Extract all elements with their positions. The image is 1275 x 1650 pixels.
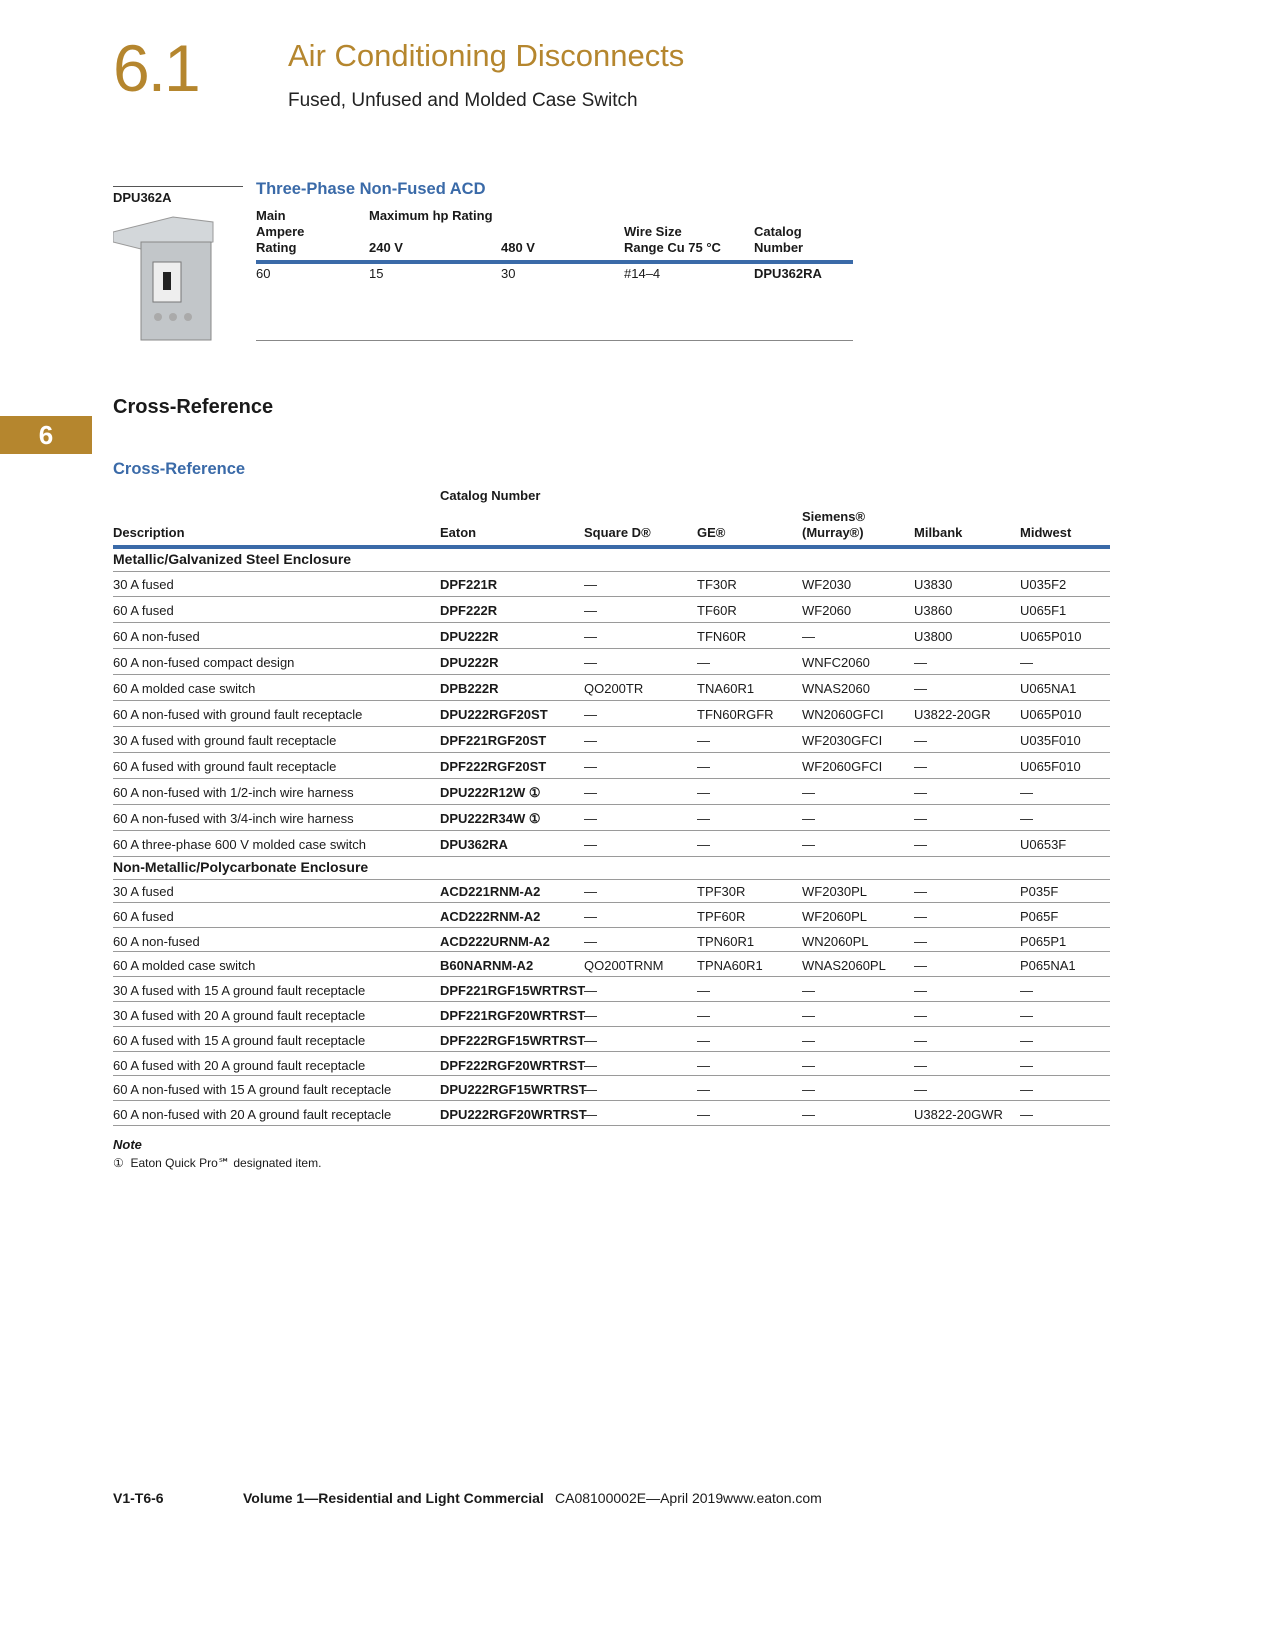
section-header bbox=[113, 551, 1110, 572]
cell-eaton: DPF221R bbox=[440, 577, 498, 592]
cell-square-d: — bbox=[584, 1107, 597, 1123]
table-row bbox=[113, 934, 1110, 953]
chapter-tab: 6 bbox=[0, 416, 92, 454]
section-title: Metallic/Galvanized Steel Enclosure bbox=[113, 551, 352, 567]
cell-square-d: — bbox=[584, 707, 597, 722]
header-max-hp: Maximum hp Rating bbox=[369, 208, 493, 223]
cell-square-d: — bbox=[584, 603, 597, 618]
header-ampere: Ampere bbox=[256, 224, 305, 239]
table-row bbox=[113, 1082, 1110, 1101]
table-row bbox=[113, 759, 1110, 779]
cell-midwest: U065F1 bbox=[1020, 603, 1067, 618]
cell-description: 60 A three-phase 600 V molded case switch bbox=[113, 837, 366, 852]
cell-milbank: — bbox=[914, 811, 927, 826]
cell-square-d: — bbox=[584, 933, 597, 949]
table-row bbox=[113, 1033, 1110, 1052]
cell-square-d: — bbox=[584, 837, 597, 852]
header-rule bbox=[256, 260, 853, 264]
cell-eaton: DPU222RGF20ST bbox=[440, 707, 548, 722]
cell-milbank: — bbox=[914, 1082, 927, 1098]
table-row bbox=[113, 577, 1110, 597]
cell-siemens: WF2030 bbox=[802, 577, 852, 592]
cell-eaton: DPU222R34W ① bbox=[440, 811, 541, 826]
cell-siemens: — bbox=[802, 1032, 815, 1048]
cell-description: 30 A fused bbox=[113, 577, 174, 592]
cell-milbank: — bbox=[914, 837, 927, 852]
cell-square-d: — bbox=[584, 908, 597, 924]
cell-milbank: U3860 bbox=[914, 603, 953, 618]
cell-ge: TNA60R1 bbox=[697, 681, 755, 696]
cell-ge: — bbox=[697, 1008, 710, 1023]
cell-milbank: — bbox=[914, 958, 927, 974]
cell-siemens: WNAS2060PL bbox=[802, 958, 886, 974]
amp-value: 60 bbox=[256, 266, 271, 281]
hp480-value: 30 bbox=[501, 266, 516, 281]
cell-midwest: — bbox=[1020, 1107, 1033, 1123]
cell-description: 60 A non-fused with 20 A ground fault receptacle bbox=[113, 1107, 392, 1123]
cell-milbank: — bbox=[914, 681, 927, 696]
header-number: Number bbox=[754, 240, 804, 255]
cell-square-d: — bbox=[584, 1032, 597, 1048]
cell-square-d: QO200TR bbox=[584, 681, 644, 696]
page-title: Air Conditioning Disconnects bbox=[288, 38, 685, 73]
table-row bbox=[113, 1107, 1110, 1126]
cell-ge: — bbox=[697, 1107, 710, 1123]
cell-description: 60 A non-fused with 1/2-inch wire harness bbox=[113, 785, 354, 800]
cell-description: 60 A molded case switch bbox=[113, 681, 256, 696]
table-row bbox=[113, 958, 1110, 977]
product-image bbox=[113, 212, 223, 342]
table-row bbox=[113, 629, 1110, 649]
cell-siemens: — bbox=[802, 1107, 815, 1123]
cell-ge: TFN60R bbox=[697, 629, 747, 644]
cell-eaton: DPU222RGF15WRTRST bbox=[440, 1082, 587, 1098]
cell-description: 30 A fused with ground fault receptacle bbox=[113, 733, 337, 748]
cell-midwest: U065P010 bbox=[1020, 707, 1082, 722]
cell-description: 60 A non-fused with 15 A ground fault receptacle bbox=[113, 1082, 392, 1098]
cell-milbank: — bbox=[914, 908, 927, 924]
cell-ge: — bbox=[697, 1057, 710, 1073]
cell-description: 60 A fused bbox=[113, 908, 174, 924]
cell-square-d: — bbox=[584, 884, 597, 899]
cell-siemens: — bbox=[802, 785, 815, 800]
cell-siemens: WN2060GFCI bbox=[802, 707, 884, 722]
table-row bbox=[113, 837, 1110, 857]
cell-siemens: — bbox=[802, 811, 815, 826]
header-wire-range: Range Cu 75 °C bbox=[624, 240, 721, 255]
cell-eaton: DPB222R bbox=[440, 681, 499, 696]
footer-url: www.eaton.com bbox=[723, 1490, 822, 1506]
cell-eaton: ACD222URNM-A2 bbox=[440, 933, 550, 949]
cell-ge: — bbox=[697, 785, 710, 800]
cell-siemens: WF2060 bbox=[802, 603, 852, 618]
cell-ge: — bbox=[697, 733, 710, 748]
cell-ge: — bbox=[697, 811, 710, 826]
cell-midwest: U035F010 bbox=[1020, 733, 1081, 748]
cell-description: 30 A fused bbox=[113, 884, 174, 899]
cell-ge: — bbox=[697, 1032, 710, 1048]
cell-milbank: U3830 bbox=[914, 577, 953, 592]
cell-square-d: — bbox=[584, 733, 597, 748]
footer-doc: CA08100002E—April 2019 bbox=[555, 1490, 724, 1506]
table-row bbox=[113, 1058, 1110, 1077]
cell-midwest: — bbox=[1020, 785, 1033, 800]
section-number: 6.1 bbox=[113, 31, 199, 105]
note-text: Eaton Quick Pro℠ designated item. bbox=[130, 1156, 322, 1170]
cell-description: 30 A fused with 20 A ground fault receptacle bbox=[113, 1008, 366, 1023]
cell-siemens: WN2060PL bbox=[802, 933, 869, 949]
cell-eaton: DPU222R bbox=[440, 629, 499, 644]
page-subtitle: Fused, Unfused and Molded Case Switch bbox=[288, 90, 638, 111]
cell-description: 60 A non-fused with ground fault receptacle bbox=[113, 707, 363, 722]
cell-milbank: — bbox=[914, 785, 927, 800]
header-murray: (Murray®) bbox=[802, 525, 864, 540]
cell-siemens: WF2030GFCI bbox=[802, 733, 883, 748]
cell-description: 60 A molded case switch bbox=[113, 958, 256, 974]
table-row bbox=[113, 603, 1110, 623]
cell-eaton: DPF221RGF20WRTRST bbox=[440, 1008, 586, 1023]
cell-siemens: — bbox=[802, 837, 815, 852]
cell-milbank: — bbox=[914, 733, 927, 748]
cell-square-d: — bbox=[584, 759, 597, 774]
cell-description: 30 A fused with 15 A ground fault receptacle bbox=[113, 983, 366, 999]
cell-ge: — bbox=[697, 983, 710, 999]
cell-midwest: — bbox=[1020, 1032, 1033, 1048]
cell-midwest: — bbox=[1020, 1008, 1033, 1023]
cell-description: 60 A fused bbox=[113, 603, 174, 618]
cell-eaton: ACD222RNM-A2 bbox=[440, 908, 541, 924]
cell-siemens: WF2060GFCI bbox=[802, 759, 883, 774]
table-row bbox=[113, 785, 1110, 805]
header-midwest: Midwest bbox=[1020, 525, 1072, 540]
cell-siemens: — bbox=[802, 1082, 815, 1098]
cell-description: 60 A non-fused compact design bbox=[113, 655, 295, 670]
cell-eaton: DPF222RGF20ST bbox=[440, 759, 547, 774]
cell-ge: — bbox=[697, 655, 710, 670]
cell-midwest: — bbox=[1020, 811, 1033, 826]
table-row bbox=[113, 909, 1110, 928]
cell-ge: — bbox=[697, 759, 710, 774]
cell-siemens: — bbox=[802, 1057, 815, 1073]
cell-milbank: — bbox=[914, 884, 927, 899]
cell-midwest: U065P010 bbox=[1020, 629, 1082, 644]
cell-square-d: — bbox=[584, 577, 597, 592]
crossref-table-title: Cross-Reference bbox=[113, 460, 246, 478]
product-label: DPU362A bbox=[113, 186, 243, 205]
cell-square-d: — bbox=[584, 1057, 597, 1073]
cell-ge: TPF30R bbox=[697, 884, 746, 899]
table-row bbox=[113, 884, 1110, 903]
note-marker: ① bbox=[113, 1156, 124, 1170]
cell-eaton: DPF222RGF15WRTRST bbox=[440, 1032, 586, 1048]
cell-milbank: — bbox=[914, 655, 927, 670]
cell-milbank: — bbox=[914, 759, 927, 774]
wire-value: #14–4 bbox=[624, 266, 661, 281]
cell-milbank: — bbox=[914, 1032, 927, 1048]
cell-eaton: DPF221RGF20ST bbox=[440, 733, 547, 748]
cell-siemens: — bbox=[802, 1008, 815, 1023]
hp240-value: 15 bbox=[369, 266, 384, 281]
cell-ge: TPNA60R1 bbox=[697, 958, 763, 974]
cell-midwest: — bbox=[1020, 1082, 1033, 1098]
section-header bbox=[113, 859, 1110, 880]
header-240v: 240 V bbox=[369, 240, 403, 255]
header-480v: 480 V bbox=[501, 240, 535, 255]
cell-square-d: — bbox=[584, 983, 597, 999]
table-row bbox=[113, 655, 1110, 675]
cell-midwest: — bbox=[1020, 983, 1033, 999]
cell-square-d: — bbox=[584, 629, 597, 644]
note-label: Note bbox=[113, 1137, 142, 1152]
cell-ge: TPF60R bbox=[697, 908, 746, 924]
cell-ge: — bbox=[697, 1082, 710, 1098]
cell-eaton: DPF222R bbox=[440, 603, 498, 618]
cell-square-d: — bbox=[584, 811, 597, 826]
cell-eaton: B60NARNM-A2 bbox=[440, 958, 534, 974]
cell-midwest: U035F2 bbox=[1020, 577, 1067, 592]
product-table-title: Three-Phase Non-Fused ACD bbox=[256, 180, 486, 198]
cell-square-d: — bbox=[584, 785, 597, 800]
cell-midwest: — bbox=[1020, 655, 1033, 670]
header-rating: Rating bbox=[256, 240, 297, 255]
cell-eaton: DPU222RGF20WRTRST bbox=[440, 1107, 587, 1123]
cell-milbank: — bbox=[914, 933, 927, 949]
cell-square-d: — bbox=[584, 1008, 597, 1023]
catalog-value: DPU362RA bbox=[754, 266, 822, 281]
table-row bbox=[113, 1008, 1110, 1027]
cell-ge: — bbox=[697, 837, 710, 852]
cell-milbank: — bbox=[914, 1057, 927, 1073]
cell-milbank: — bbox=[914, 983, 927, 999]
cell-midwest: U065F010 bbox=[1020, 759, 1081, 774]
cell-siemens: WNAS2060 bbox=[802, 681, 870, 696]
cell-description: 60 A fused with 15 A ground fault receptacle bbox=[113, 1032, 366, 1048]
crossref-header-rule bbox=[113, 545, 1110, 549]
crossref-heading: Cross-Reference bbox=[113, 396, 274, 418]
cell-description: 60 A non-fused bbox=[113, 933, 200, 949]
header-squared: Square D® bbox=[584, 525, 651, 540]
cell-midwest: P035F bbox=[1020, 884, 1059, 899]
header-milbank: Milbank bbox=[914, 525, 963, 540]
cell-midwest: P065NA1 bbox=[1020, 958, 1076, 974]
cell-ge: TF60R bbox=[697, 603, 737, 618]
header-ge: GE® bbox=[697, 525, 726, 540]
section-title: Non-Metallic/Polycarbonate Enclosure bbox=[113, 859, 369, 875]
cell-midwest: U065NA1 bbox=[1020, 681, 1077, 696]
cell-square-d: QO200TRNM bbox=[584, 958, 664, 974]
cell-siemens: WNFC2060 bbox=[802, 655, 870, 670]
footer-page: V1-T6-6 bbox=[113, 1490, 164, 1506]
cell-milbank: U3800 bbox=[914, 629, 953, 644]
cell-midwest: — bbox=[1020, 1057, 1033, 1073]
footer-volume: Volume 1—Residential and Light Commercial bbox=[243, 1490, 544, 1506]
table-row bbox=[113, 733, 1110, 753]
cell-description: 60 A fused with 20 A ground fault receptacle bbox=[113, 1057, 366, 1073]
cell-midwest: P065P1 bbox=[1020, 933, 1067, 949]
cell-description: 60 A fused with ground fault receptacle bbox=[113, 759, 337, 774]
table-row bbox=[113, 811, 1110, 831]
cell-description: 60 A non-fused bbox=[113, 629, 200, 644]
cell-eaton: DPU222R bbox=[440, 655, 499, 670]
table-row bbox=[113, 707, 1110, 727]
cell-ge: TPN60R1 bbox=[697, 933, 755, 949]
header-catalog-number: Catalog Number bbox=[440, 488, 541, 503]
header-siemens: Siemens® bbox=[802, 509, 866, 524]
cell-description: 60 A non-fused with 3/4-inch wire harness bbox=[113, 811, 354, 826]
cell-eaton: ACD221RNM-A2 bbox=[440, 884, 541, 899]
header-eaton: Eaton bbox=[440, 525, 477, 540]
cell-midwest: U0653F bbox=[1020, 837, 1067, 852]
header-description: Description bbox=[113, 525, 185, 540]
cell-milbank: U3822-20GR bbox=[914, 707, 991, 722]
table-row bbox=[113, 681, 1110, 701]
table-row bbox=[113, 983, 1110, 1002]
cell-eaton: DPU362RA bbox=[440, 837, 508, 852]
cell-eaton: DPF222RGF20WRTRST bbox=[440, 1057, 586, 1073]
cell-midwest: P065F bbox=[1020, 908, 1059, 924]
header-catalog: Catalog bbox=[754, 224, 802, 239]
product-table-bottom-rule bbox=[256, 340, 853, 341]
cell-siemens: — bbox=[802, 983, 815, 999]
cell-square-d: — bbox=[584, 655, 597, 670]
cell-ge: TFN60RGFR bbox=[697, 707, 774, 722]
cell-milbank: — bbox=[914, 1008, 927, 1023]
header-wire: Wire Size bbox=[624, 224, 682, 239]
cell-siemens: — bbox=[802, 629, 815, 644]
cell-square-d: — bbox=[584, 1082, 597, 1098]
cell-milbank: U3822-20GWR bbox=[914, 1107, 1003, 1123]
cell-siemens: WF2060PL bbox=[802, 908, 868, 924]
cell-eaton: DPF221RGF15WRTRST bbox=[440, 983, 586, 999]
cell-siemens: WF2030PL bbox=[802, 884, 868, 899]
cell-eaton: DPU222R12W ① bbox=[440, 785, 541, 800]
header-main: Main bbox=[256, 208, 286, 223]
cell-ge: TF30R bbox=[697, 577, 737, 592]
